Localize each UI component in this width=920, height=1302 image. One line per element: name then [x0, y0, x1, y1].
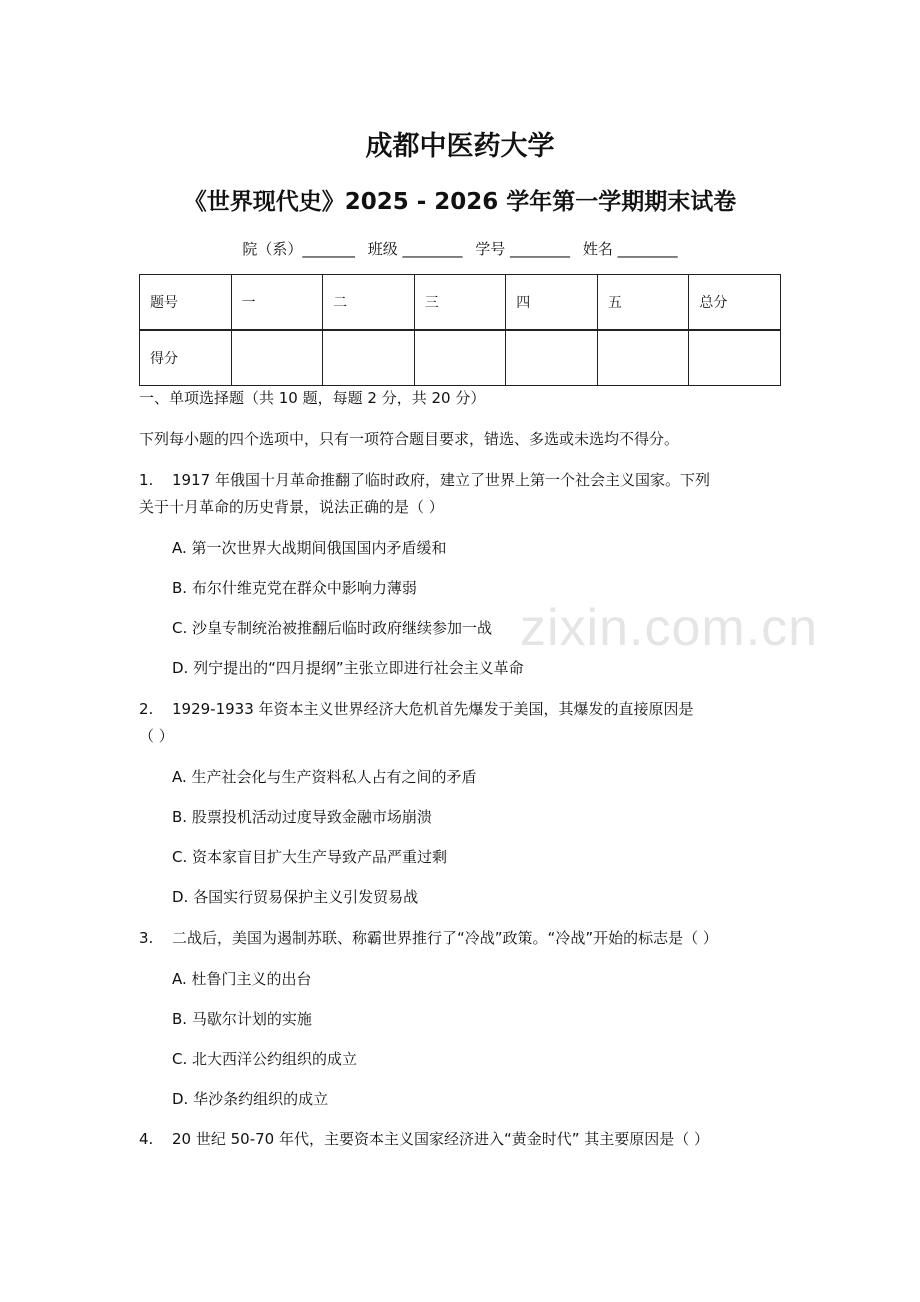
- question-4-line-1: [139, 1128, 709, 1149]
- question-2-option-c: C. 资本家盲目扩大生产导致产品严重过剩: [172, 848, 448, 866]
- class-field: 班级 ________: [367, 240, 463, 258]
- question-2-option-d: D. 各国实行贸易保护主义引发贸易战: [172, 888, 419, 906]
- score-cell: [414, 330, 506, 386]
- school-name: 成都中医药大学: [365, 131, 555, 162]
- question-1-option-b: B. 布尔什维克党在群众中影响力薄弱: [172, 579, 417, 597]
- question-3-line-1: [139, 927, 718, 948]
- section-instruction: 下列每小题的四个选项中，只有一项符合题目要求，错选、多选或未选均不得分。: [139, 430, 680, 448]
- question-number: 3.: [139, 929, 154, 947]
- score-table: [139, 274, 781, 386]
- score-header-cell: 一: [231, 275, 323, 331]
- question-text: 1929-1933 年资本主义世界经济大危机首先爆发于美国，其爆发的直接原因是: [172, 700, 694, 718]
- student-id-field: 学号 ________: [475, 240, 571, 258]
- score-header-cell: 五: [597, 275, 689, 331]
- score-header-cell: 四: [506, 275, 598, 331]
- question-1-line-1: [139, 469, 710, 490]
- question-text: 20 世纪 50-70 年代，主要资本主义国家经济进入“黄金时代” 其主要原因是（ ）: [172, 1130, 710, 1148]
- question-2-option-b: B. 股票投机活动过度导致金融市场崩溃: [172, 808, 432, 826]
- watermark: zixin.com.cn: [520, 599, 819, 657]
- score-table-score-row: [140, 330, 781, 386]
- question-3-option-a: A. 杜鲁门主义的出台: [172, 970, 312, 988]
- score-cell: [597, 330, 689, 386]
- question-1-option-d: D. 列宁提出的“四月提纲”主张立即进行社会主义革命: [172, 659, 524, 677]
- score-header-cell: 三: [414, 275, 506, 331]
- question-1-line-2: 关于十月革命的历史背景，说法正确的是（ ）: [139, 498, 444, 516]
- name-field: 姓名 ________: [582, 240, 678, 258]
- score-row-label: 得分: [140, 330, 232, 386]
- dept-field: 院（系）_______: [242, 240, 355, 258]
- section-title: 一、单项选择题（共 10 题，每题 2 分，共 20 分）: [139, 389, 486, 407]
- question-3-option-b: B. 马歇尔计划的实施: [172, 1010, 312, 1028]
- score-cell: [506, 330, 598, 386]
- score-header-cell: 总分: [689, 275, 781, 331]
- student-info-line: [0, 238, 920, 259]
- question-text: 1917 年俄国十月革命推翻了临时政府，建立了世界上第一个社会主义国家。下列: [172, 471, 710, 489]
- question-2-line-1: [139, 698, 694, 719]
- score-cell: [689, 330, 781, 386]
- question-1-option-a: A. 第一次世界大战期间俄国国内矛盾缓和: [172, 539, 447, 557]
- question-number: 1.: [139, 471, 154, 489]
- score-header-cell: 二: [323, 275, 415, 331]
- question-number: 2.: [139, 700, 154, 718]
- question-3-option-d: D. 华沙条约组织的成立: [172, 1090, 329, 1108]
- score-header-cell: 题号: [140, 275, 232, 331]
- question-1-option-c: C. 沙皇专制统治被推翻后临时政府继续参加一战: [172, 619, 493, 637]
- score-cell: [231, 330, 323, 386]
- score-cell: [323, 330, 415, 386]
- question-text: 二战后，美国为遏制苏联、称霸世界推行了“冷战”政策。“冷战”开始的标志是（ ）: [172, 929, 718, 947]
- score-table-header-row: [140, 275, 781, 331]
- question-2-line-2: （ ）: [139, 727, 174, 745]
- question-3-option-c: C. 北大西洋公约组织的成立: [172, 1050, 358, 1068]
- exam-title: 《世界现代史》2025 - 2026 学年第一学期期末试卷: [183, 189, 737, 215]
- question-number: 4.: [139, 1130, 154, 1148]
- question-2-option-a: A. 生产社会化与生产资料私人占有之间的矛盾: [172, 768, 477, 786]
